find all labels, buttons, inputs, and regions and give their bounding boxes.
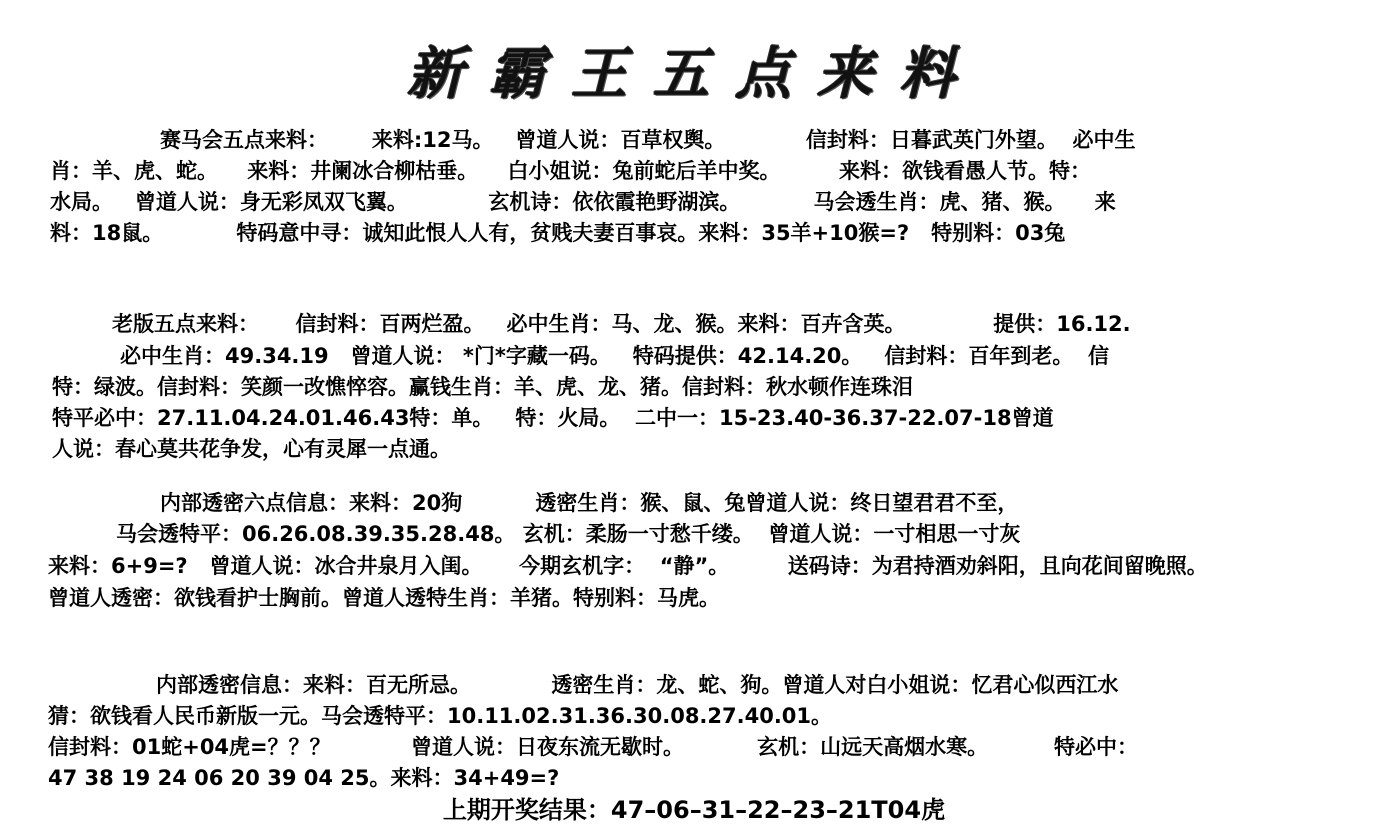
text-line: 曾道人透密：欲钱看护士胸前。曾道人透特生肖：羊猪。特别料：马虎。 xyxy=(48,586,720,610)
text-line: 赛马会五点来料： 来料:12马。 曾道人说：百草权舆。 信封料：日暮武英门外望。 必中生 xyxy=(160,128,1136,152)
text-line: 来料：6+9=? 曾道人说：冰合井泉月入闺。 今期玄机字： “静”。 送码诗：为君持酒劝斜阳，且向花间留晚照。 xyxy=(48,554,1208,578)
text-line: 特：绿波。信封料：笑颜一改憔悴容。赢钱生肖：羊、虎、龙、猪。信封料：秋水顿作连珠泪 xyxy=(52,375,913,399)
text-line: 特平必中：27.11.04.24.01.46.43特：单。 特：火局。 二中一：15-23.40-36.37-22.07-18曾道 xyxy=(52,406,1054,430)
text-line: 信封料：01蛇+04虎=？？？ 曾道人说：日夜东流无歇时。 玄机：山远天高烟水寒。 特必中： xyxy=(48,735,1138,759)
text-line: 水局。 曾道人说：身无彩凤双飞翼。 玄机诗：依依霞艳野湖滨。 马会透生肖：虎、猪、猴。 来 xyxy=(50,190,1116,214)
text-line: 人说：春心莫共花争发，心有灵犀一点通。 xyxy=(52,437,451,461)
text-line: 马会透特平：06.26.08.39.35.28.48。 玄机：柔肠一寸愁千缕。 曾道人说：一寸相思一寸灰 xyxy=(116,522,1021,546)
text-line: 猜：欲钱看人民币新版一元。马会透特平：10.11.02.31.36.30.08.27.40.01。 xyxy=(48,704,833,728)
text-line: 必中生肖：49.34.19 曾道人说： *门*字藏一码。 特码提供：42.14.20。 信封料：百年到老。 信 xyxy=(120,344,1109,368)
previous-draw-result: 上期开奖结果：47–06–31–22–23–21T04虎 xyxy=(442,796,946,824)
page-title: 新霸王五点来料 xyxy=(407,41,981,107)
text-line: 47 38 19 24 06 20 39 04 25。来料：34+49=? xyxy=(48,766,560,790)
text-line: 内部透密六点信息：来料：20狗 透密生肖：猴、鼠、兔曾道人说：终日望君君不至， xyxy=(160,491,1019,515)
text-line: 老版五点来料： 信封料：百两烂盈。 必中生肖：马、龙、猴。来料：百卉含英。 提供：16.12. xyxy=(112,312,1131,336)
text-line: 肖：羊、虎、蛇。 来料：井阑冰合柳枯垂。 白小姐说：兔前蛇后羊中奖。 来料：欲钱看愚人节。特： xyxy=(50,159,1091,183)
text-line: 料：18鼠。 特码意中寻：诚知此恨人人有，贫贱夫妻百事哀。来料：35羊+10猴=? 特别料：03兔 xyxy=(50,221,1066,245)
text-line: 内部透密信息：来料：百无所忌。 透密生肖：龙、蛇、狗。曾道人对白小姐说：忆君心似西江水 xyxy=(156,673,1119,697)
